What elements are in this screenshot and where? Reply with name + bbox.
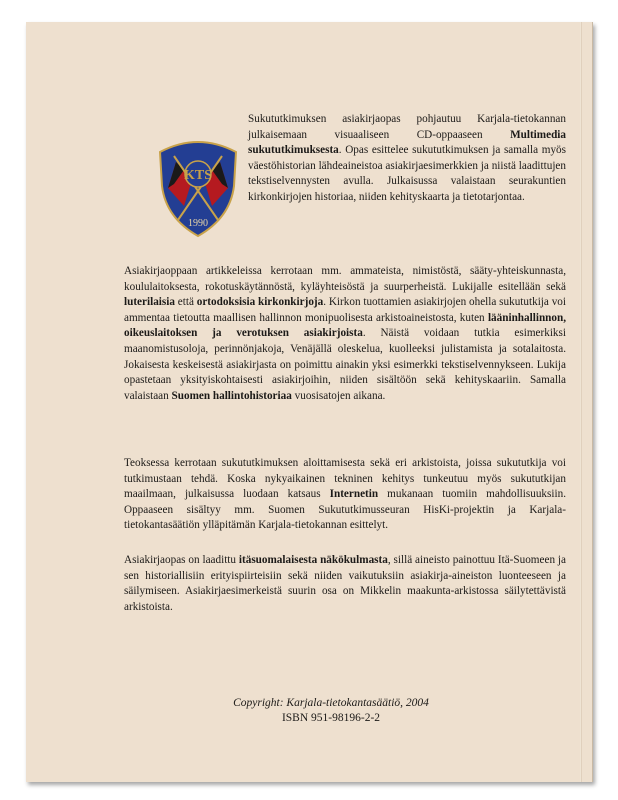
bold-text: Suomen hallintohistoriaa xyxy=(171,389,292,402)
emblem-year: 1990 xyxy=(188,218,208,229)
text-run: vuosisatojen aikana. xyxy=(291,389,386,402)
text-run: . Opas esittelee sukututkimuksen ja samalla myös väestöhistorian lähdeaineistoa asiakirjaesimerkkien ja niistä laadittujen tekstiselvennysten avulla. Julkaisussa valaistaan seurakuntien kirkonkirjojen historiaa, niiden kehityskaarta ja tietotarjontaa. xyxy=(248,144,566,203)
text-run: mukanaan tuomiin mahdollisuuksiin. Oppaaseen sisältyy mm. Suomen Sukututkimusseuran HisKi-projektin ja Karjala-tietokantasäätiön ylläpitämän Karjala-tietokannan esittelyt. xyxy=(124,488,566,532)
text-run: että xyxy=(174,296,197,309)
bold-text: itäsuomalaisesta näkökulmasta xyxy=(238,554,388,566)
paragraph xyxy=(248,112,566,206)
text-run: Teoksessa kerrotaan sukututkimuksen aloittamisesta sekä eri arkistoista, joissa sukututkija voi tutkimustaan tehdä. Koska nykyaikainen tekninen kehitys tunkeutuu myös sukututkijan maailmaan, julkaisussa luodaan katsaus xyxy=(124,457,566,501)
spine-edge xyxy=(580,22,582,782)
text-run: . Kirkon tuottamien asiakirjojen ohella sukututkija voi ammentaa tietoutta maallisen hallinnon monipuolisesta arkistoaineistosta, kuten xyxy=(124,296,566,324)
paragraph xyxy=(124,553,566,615)
isbn: ISBN 951-98196-2-2 xyxy=(281,712,381,724)
text-run: Asiakirjaopas on laadittu xyxy=(124,554,239,566)
paragraph xyxy=(124,264,566,404)
text-run: . Näistä voidaan tutkia esimerkiksi maanomistusoloja, perinnönjakoja, Venäjällä oleskelua, kuolleeksi julistamista ja sotalaitosta. Jokaisesta keskeisestä asiakirjasta on poimittu ainakin yksi esimerkki tekstiselvennykseen. Lukija opastetaan yksityiskohtaisesti asiakirjoihin, niiden sisältöön sekä kehityskaariin. Samalla valaistaan xyxy=(124,327,566,402)
bold-text: Multimedia sukututkimuksesta xyxy=(248,128,566,157)
paragraph xyxy=(124,456,566,534)
text-run: Sukututkimuksen asiakirjaopas pohjautuu Karjala-tietokannan julkaisemaan visuaaliseen CD-oppaaseen xyxy=(248,113,566,141)
copyright-line: Copyright: Karjala-tietokantasäätiö, 2004 xyxy=(233,697,429,709)
copyright-block xyxy=(216,696,446,726)
emblem-letters: KTS xyxy=(183,168,213,183)
text-run: , sillä aineisto painottuu Itä-Suomeen ja sen historiallisiin erityispiirteisiin sekä niiden vaikutuksiin asiakirja-aineiston luonteeseen ja säilymiseen. Asiakirjaesimerkeistä suurin osa on Mikkelin maakunta-arkistossa säilytettävistä arkistoista. xyxy=(124,554,566,613)
kts-emblem xyxy=(154,122,242,240)
back-cover xyxy=(26,22,593,782)
bold-text: ortodoksisia kirkonkirjoja xyxy=(196,296,324,309)
bold-text: luterilaisia xyxy=(124,296,175,309)
text-run: Asiakirjaoppaan artikkeleissa kerrotaan mm. ammateista, nimistöstä, sääty-yhteiskunnasta, koululaitoksesta, rokotuskäytännöstä, kyläyhteisöstä ja suurperheistä. Lukijalle esitellään sekä xyxy=(124,265,566,293)
bold-text: lääninhallinnon, oikeuslaitoksen ja verotuksen asiakirjoista xyxy=(124,311,566,340)
bold-text: Internetin xyxy=(329,488,379,501)
